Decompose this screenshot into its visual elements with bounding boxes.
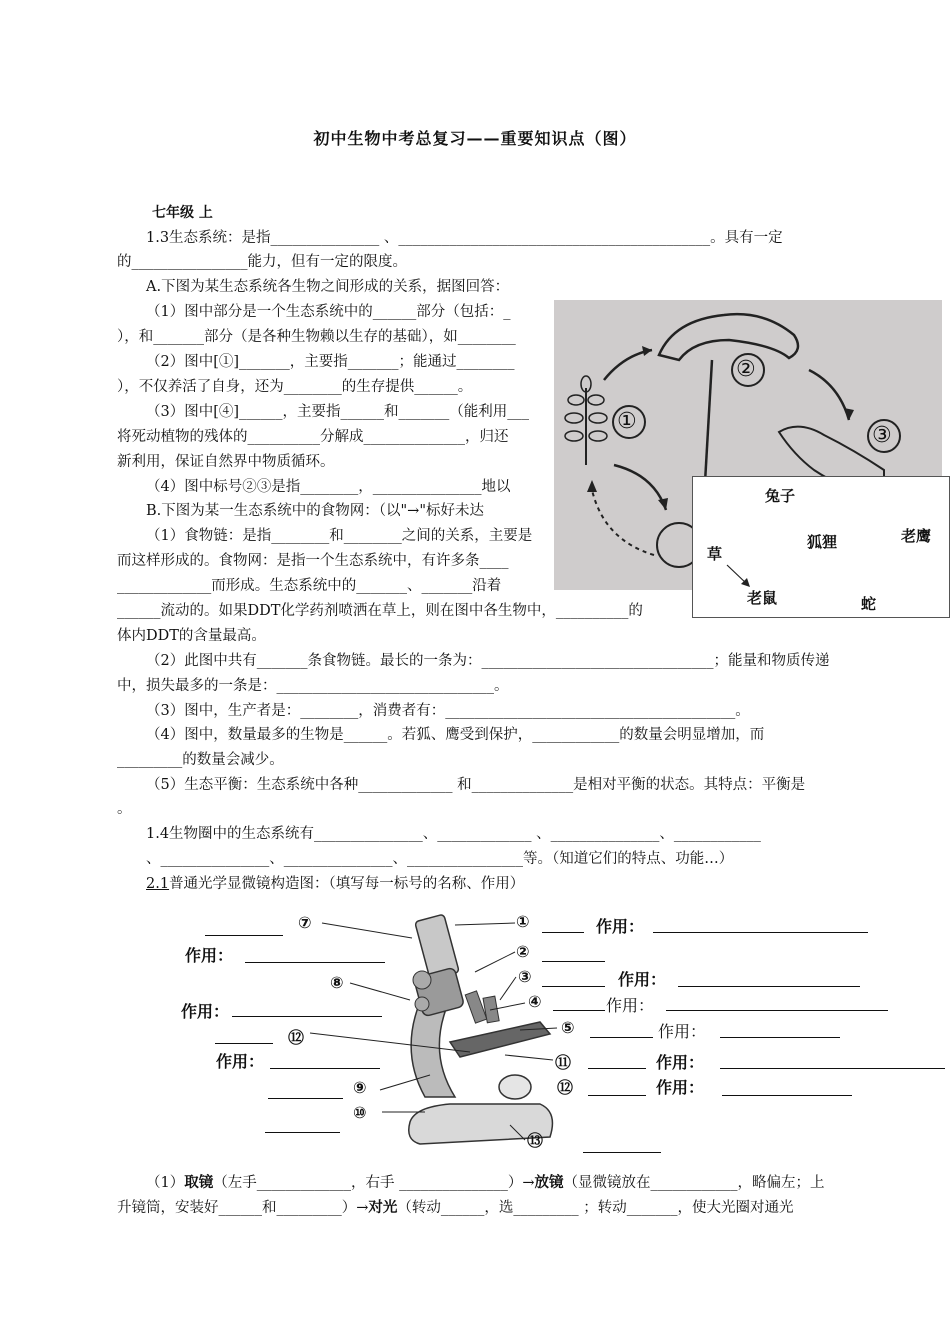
food-web-rabbit: 兔子: [765, 487, 796, 505]
text-line-6: （2）图中[①]_______，主要指_______；能通过________: [146, 354, 515, 370]
zuoyong-3: 作用：: [618, 970, 667, 989]
section-text: 普通光学显微镜构造图：（填写每一标号的名称、作用）: [169, 876, 525, 892]
text-line-10: 新利用，保证自然界中物质循环。: [117, 454, 335, 470]
label-num-8: ⑧: [330, 973, 344, 992]
step-1-num: （1）: [146, 1175, 185, 1191]
label-num-11: ⑪: [555, 1053, 572, 1072]
blank-2-name[interactable]: [542, 961, 605, 962]
step-take-text: （左手_____________，右手 _______________）→: [213, 1175, 535, 1191]
label-num-1: ①: [516, 912, 530, 931]
text-line-3: A.下图为某生态系统各生物之间形成的关系，据图回答：: [146, 279, 510, 295]
label-num-5: ⑤: [561, 1018, 575, 1037]
text-line-20: （3）图中，生产者是：________，消费者有：________________________________________。: [146, 703, 750, 719]
text-line-16: ______流动的。如果DDT化学药剂喷洒在草上，则在图中各生物中，__________的: [117, 603, 643, 619]
blank-10-name[interactable]: [265, 1132, 340, 1133]
text-line-2: 的________________能力，但有一定的限度。: [117, 254, 407, 270]
food-web-fox: 狐狸: [807, 533, 838, 551]
zuoyong-5: 作用：: [658, 1022, 707, 1041]
microscope-drawing: [400, 912, 560, 1157]
blank-7-name[interactable]: [205, 935, 283, 936]
label-num-13: ⑬: [527, 1131, 544, 1150]
zuoyong-12-right: 作用：: [656, 1078, 705, 1097]
text-line-24: 。: [117, 801, 132, 817]
label-num-7: ⑦: [298, 913, 312, 932]
blank-9-name[interactable]: [268, 1098, 343, 1099]
food-web-grass: 草: [707, 545, 723, 563]
label-num-3: ③: [518, 967, 532, 986]
blank-5-func[interactable]: [720, 1037, 840, 1038]
zuoyong-8: 作用：: [181, 1002, 230, 1021]
text-line-12: B.下图为某一生态系统中的食物网：（以"→"标好未达: [146, 503, 485, 519]
blank-4-name[interactable]: [553, 1010, 605, 1011]
blank-7-func[interactable]: [245, 962, 385, 963]
text-line-21: （4）图中，数量最多的生物是______。若狐、鹰受到保护，____________的数量会明显增加，而: [146, 727, 765, 743]
label-num-2: ②: [516, 942, 530, 961]
page-title: 初中生物中考总复习——重要知识点（图）: [313, 129, 637, 148]
grade-heading: 七年级 上: [152, 205, 213, 221]
text-line-23: （5）生态平衡：生态系统中各种_____________ 和______________是相对平衡的状态。其特点：平衡是: [146, 777, 806, 793]
label-num-10: ⑩: [353, 1103, 367, 1122]
section-number: 2.1: [146, 876, 170, 892]
blank-8-func[interactable]: [232, 1016, 382, 1017]
microscope-figure: [400, 912, 560, 1157]
label-1: ①: [617, 409, 637, 434]
zuoyong-4: 作用：: [606, 996, 655, 1015]
label-2: ②: [736, 357, 756, 382]
label-num-12: ⑫: [288, 1028, 305, 1047]
food-web-arrow: [693, 477, 949, 617]
blank-11-name[interactable]: [588, 1068, 646, 1069]
label-num-12-right: ⑫: [557, 1078, 574, 1097]
zuoyong-7: 作用：: [185, 946, 234, 965]
blank-1-name[interactable]: [542, 932, 584, 933]
text-line-17: 体内DDT的含量最高。: [117, 628, 266, 644]
text-line-8: （3）图中[④]______，主要指______和_______（能利用___: [146, 404, 530, 420]
blank-12-name[interactable]: [215, 1043, 273, 1044]
blank-3-name[interactable]: [542, 986, 605, 987]
step-light: 对光: [368, 1199, 398, 1216]
zuoyong-1: 作用：: [596, 917, 645, 936]
text-line-25: 1.4生物圈中的生态系统有_______________、_____________ 、_______________、____________: [146, 826, 761, 842]
blank-12r-func[interactable]: [722, 1095, 852, 1096]
food-web-figure: [692, 476, 950, 618]
blank-4-func[interactable]: [666, 1010, 888, 1011]
text-line-4: （1）图中部分是一个生态系统中的______部分（包括：_: [146, 304, 511, 320]
text-line-22: _________的数量会减少。: [117, 752, 284, 768]
blank-1-func[interactable]: [653, 932, 868, 933]
blank-11-func[interactable]: [720, 1068, 945, 1069]
text-line-7: ），不仅养活了自身，还为________的生存提供______。: [117, 379, 473, 395]
text-line-18: （2）此图中共有_______条食物链。最长的一条为：________________________________；能量和物质传递: [146, 653, 830, 669]
zuoyong-11: 作用：: [656, 1053, 705, 1072]
label-3: ③: [872, 423, 892, 448]
text-line-9: 将死动植物的残体的__________分解成______________，归还: [117, 429, 509, 445]
text-line-15: _____________而形成。生态系统中的_______、_______沿着: [117, 578, 502, 594]
blank-13-name[interactable]: [583, 1152, 661, 1153]
step-place-text: （显微镜放在____________，略偏左；上: [563, 1175, 825, 1191]
text-line-13: （1）食物链：是指________和________之间的关系，主要是: [146, 528, 533, 544]
food-web-eagle: 老鹰: [901, 527, 932, 545]
step-take: 取镜: [184, 1174, 214, 1191]
zuoyong-12: 作用：: [216, 1052, 265, 1071]
blank-12-func[interactable]: [270, 1068, 380, 1069]
text-line-27: [146, 875, 524, 893]
label-num-9: ⑨: [353, 1078, 367, 1097]
text-line-14: 而这样形成的。食物网：是指一个生态系统中，有许多条____: [117, 553, 509, 569]
food-web-snake: 蛇: [861, 595, 877, 613]
text-line-19: 中，损失最多的一条是：______________________________。: [117, 678, 509, 694]
text-line-28: [146, 1174, 825, 1192]
step-light-text: （转动______，选_________ ；转动_______，使大光圈对通光: [397, 1200, 794, 1216]
step-place: 放镜: [534, 1174, 564, 1191]
blank-5-name[interactable]: [590, 1037, 653, 1038]
label-num-4: ④: [528, 992, 542, 1011]
text-line-11: （4）图中标号②③是指________，_______________地以: [146, 479, 511, 495]
text-line-1: 1.3生态系统：是指_______________ 、___________________________________________。具有一定: [146, 230, 783, 246]
text-line-26: 、_______________、_______________、________________等。（知道它们的特点、功能…）: [146, 851, 734, 867]
blank-12r-name[interactable]: [588, 1095, 646, 1096]
blank-3-func[interactable]: [678, 986, 860, 987]
text-line-29: [117, 1199, 794, 1217]
food-web-mouse: 老鼠: [747, 589, 778, 607]
text-line-5: ），和_______部分（是各种生物赖以生存的基础），如________: [117, 329, 516, 345]
step-install-text: 升镜筒，安装好______和_________）→: [117, 1200, 369, 1216]
